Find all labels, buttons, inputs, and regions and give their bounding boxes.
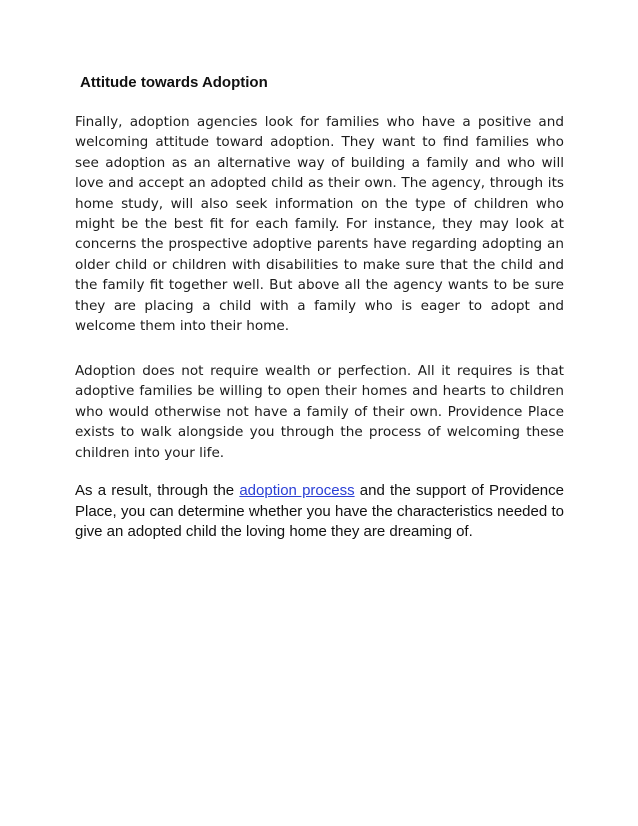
conclusion-text-end: and the support of Providence Place, you can determine whether you have the characteristics needed to give an adopted child the loving home they are dreaming of. [75, 482, 564, 540]
adoption-process-link[interactable]: adoption process [239, 482, 355, 499]
paragraph-conclusion [75, 481, 564, 543]
paragraph-agency-attitude: Finally, adoption agencies look for families who have a positive and welcoming attitude toward adoption. They want to find families who see adoption as an alternative way of building a family and who will love and accept an adopted child as their own. The agency, through its home study, will also seek information on the type of children who might be the best fit for each family. For instance, they may look at concerns the prospective adoptive parents have regarding adopting an older child or children with disabilities to make sure that the child and the family fit together well. But above all the agency wants to be sure they are placing a child with a family who is eager to adopt and welcome them into their home. [75, 114, 564, 335]
paragraph-wealth-perfection: Adoption does not require wealth or perfection. All it requires is that adoptive families be willing to open their homes and hearts to children who would otherwise not have a family of their own. Providence Place exists to walk alongside you through the process of welcoming these children into your life. [75, 363, 564, 461]
conclusion-text-start: As a result, through the [75, 482, 240, 499]
section-heading: Attitude towards Adoption [80, 74, 268, 91]
